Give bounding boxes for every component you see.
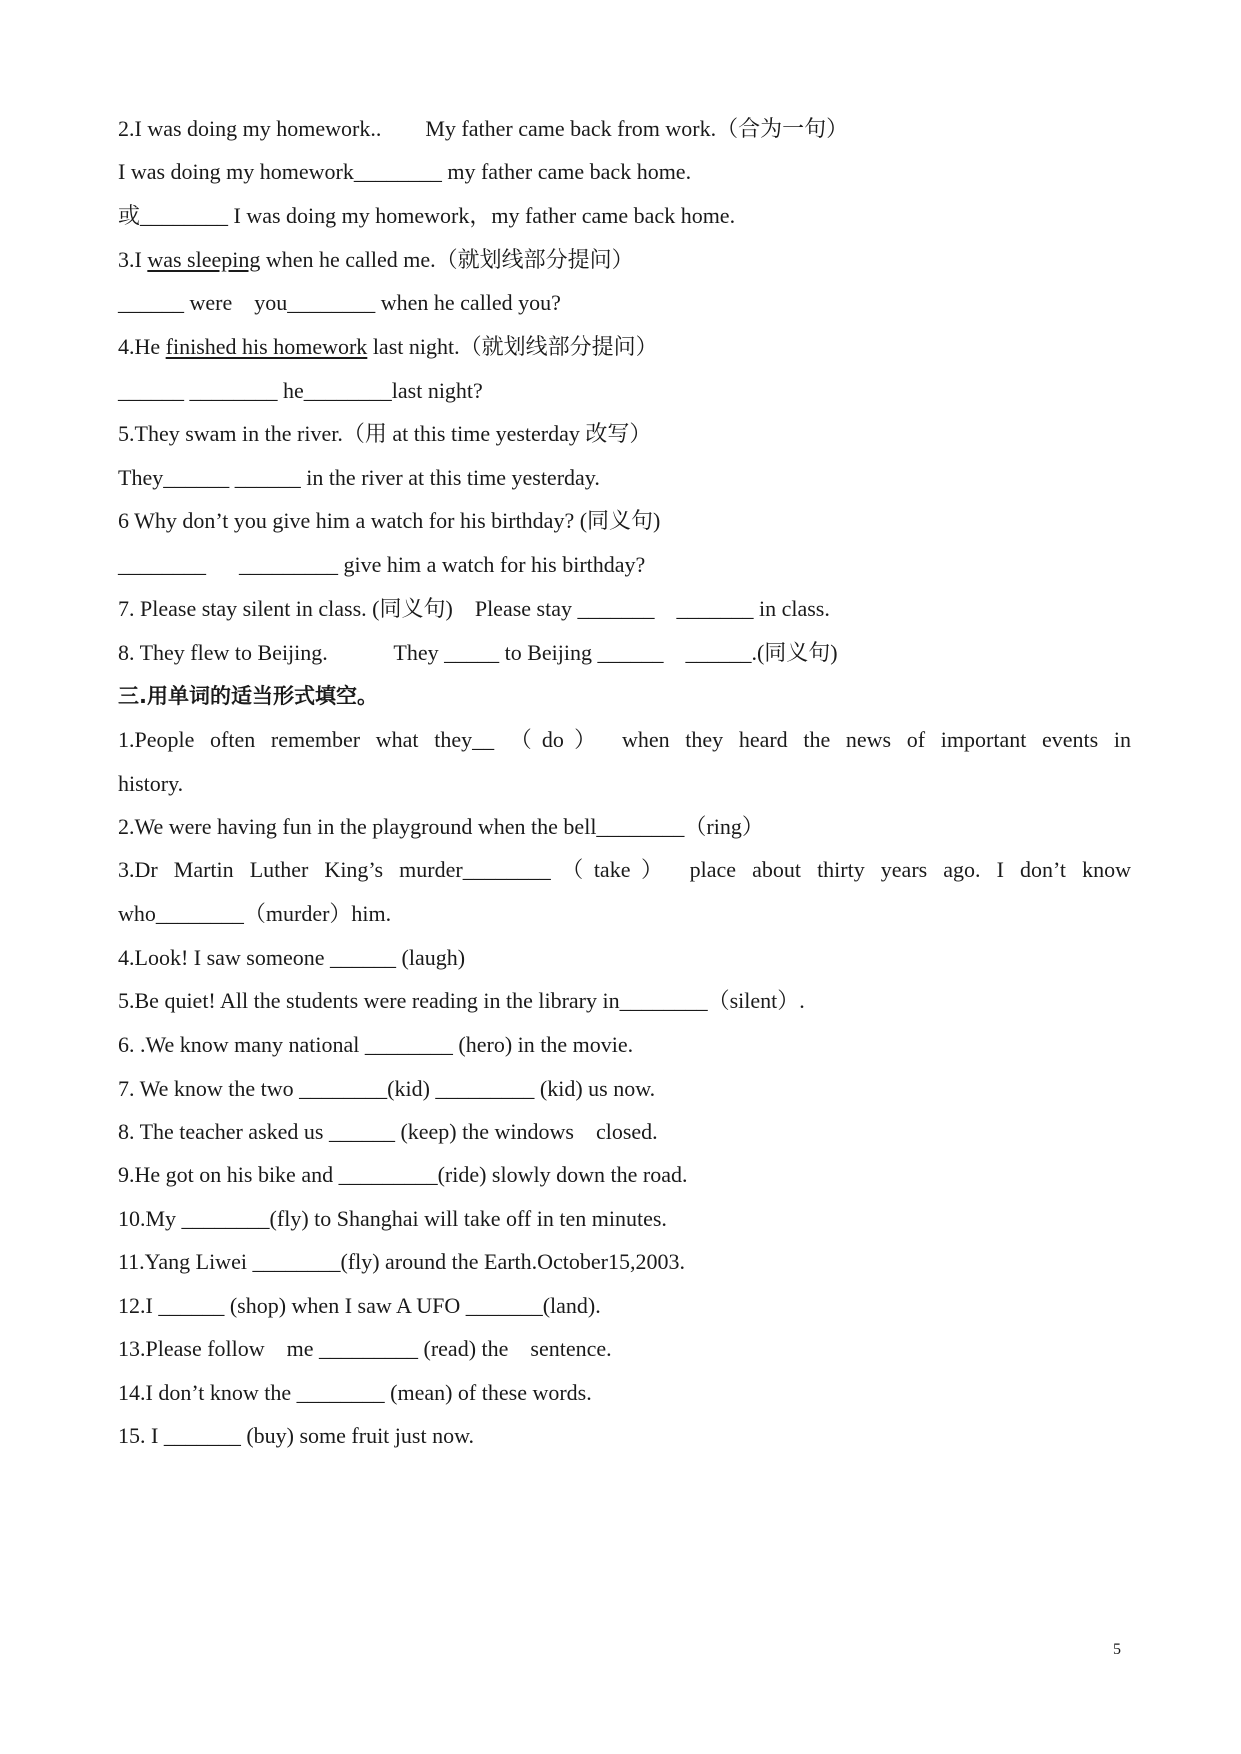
question-5: 5.They swam in the river.（用 at this time yesterday 改写） <box>118 421 652 446</box>
page-number: 5 <box>1113 1641 1121 1658</box>
section-3-item-15: 15. I _______ (buy) some fruit just now. <box>118 1423 475 1448</box>
question-6: 6 Why don’t you give him a watch for his birthday? (同义句) <box>118 508 661 533</box>
section-3-item-3: 3.Dr Martin Luther King’s murder________（take） place about thirty years ago. I don’t know <box>118 857 1131 882</box>
question-3-suffix: when he called me.（就划线部分提问） <box>260 247 634 272</box>
section-3-item-4: 4.Look! I saw someone ______ (laugh) <box>118 945 466 970</box>
question-4-answer: ______ ________ he________last night? <box>118 378 483 403</box>
question-4-underlined: finished his homework <box>165 334 368 359</box>
section-3-item-13: 13.Please follow me _________ (read) the sentence. <box>118 1336 612 1361</box>
section-3-heading: 三.用单词的适当形式填空。 <box>118 684 378 708</box>
question-4-prefix: 4.He <box>118 334 166 359</box>
question-6-answer: ________ _________ give him a watch for his birthday? <box>118 552 646 577</box>
section-3-item-8: 8. The teacher asked us ______ (keep) the windows closed. <box>118 1119 658 1144</box>
question-3-answer: ______ were you________ when he called you? <box>118 290 561 315</box>
question-7: 7. Please stay silent in class. (同义句) Please stay _______ _______ in class. <box>118 596 830 621</box>
question-3 <box>118 245 1131 275</box>
question-2-answer-a: I was doing my homework________ my father came back home. <box>118 159 692 184</box>
question-3-underlined: was sleeping <box>147 247 261 272</box>
section-3-item-10: 10.My ________(fly) to Shanghai will take off in ten minutes. <box>118 1206 667 1231</box>
section-3-item-11: 11.Yang Liwei ________(fly) around the Earth.October15,2003. <box>118 1249 686 1274</box>
section-3-item-6: 6. .We know many national ________ (hero) in the movie. <box>118 1032 634 1057</box>
section-3-item-7: 7. We know the two ________(kid) _________ (kid) us now. <box>118 1076 656 1101</box>
question-4-suffix: last night.（就划线部分提问） <box>367 334 658 359</box>
section-3-item-1: 1.People often remember what they__ （do） when they heard the news of important events in <box>118 727 1131 752</box>
section-3-item-14: 14.I don’t know the ________ (mean) of these words. <box>118 1380 592 1405</box>
section-3-item-1-cont: history. <box>118 771 184 796</box>
question-4 <box>118 332 1131 362</box>
section-3-item-5: 5.Be quiet! All the students were reading in the library in________（silent）. <box>118 988 805 1013</box>
section-3-item-12: 12.I ______ (shop) when I saw A UFO _______(land). <box>118 1293 601 1318</box>
section-3-item-9: 9.He got on his bike and _________(ride) slowly down the road. <box>118 1162 688 1187</box>
section-3-item-3-cont: who________（murder）him. <box>118 901 392 926</box>
section-3-item-2: 2.We were having fun in the playground when the bell________（ring） <box>118 814 764 839</box>
question-2: 2.I was doing my homework.. My father came back from work.（合为一句） <box>118 116 849 141</box>
question-8: 8. They flew to Beijing. They _____ to Beijing ______ ______.(同义句) <box>118 640 838 665</box>
question-2-answer-b: 或________ I was doing my homework，my father came back home. <box>118 203 736 228</box>
question-3-prefix: 3.I <box>118 247 148 272</box>
question-5-answer: They______ ______ in the river at this time yesterday. <box>118 465 600 490</box>
